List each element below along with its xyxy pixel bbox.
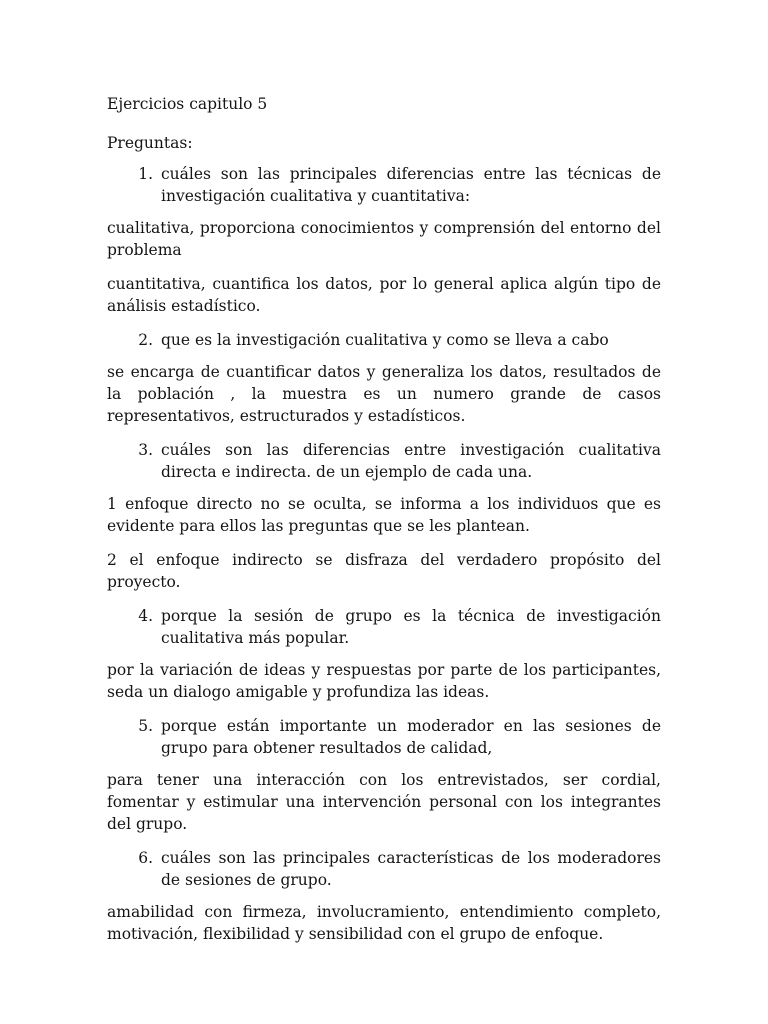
question-text: cuáles son las principales características de los moderadores de sesiones de grupo. bbox=[161, 849, 661, 889]
question-2 bbox=[107, 329, 661, 351]
question-number: 2. bbox=[138, 331, 153, 349]
question-number: 5. bbox=[138, 717, 153, 735]
question-3 bbox=[107, 439, 661, 483]
document-subtitle: Preguntas: bbox=[107, 134, 193, 152]
answer-paragraph: cualitativa, proporciona conocimientos y comprensión del entorno del problema bbox=[107, 219, 661, 259]
question-5 bbox=[107, 715, 661, 759]
answer-paragraph: para tener una interacción con los entrevistados, ser cordial, fomentar y estimular una intervención personal con los integrantes del grupo. bbox=[107, 771, 661, 833]
question-6 bbox=[107, 847, 661, 891]
answer-paragraph: se encarga de cuantificar datos y generaliza los datos, resultados de la población , la muestra es un numero grande de casos representativos, estructurados y estadísticos. bbox=[107, 363, 661, 425]
question-1 bbox=[107, 163, 661, 207]
question-number: 3. bbox=[138, 441, 153, 459]
answer-paragraph: amabilidad con firmeza, involucramiento, entendimiento completo, motivación, flexibilidad y sensibilidad con el grupo de enfoque. bbox=[107, 903, 661, 943]
answer-paragraph: 1 enfoque directo no se oculta, se informa a los individuos que es evidente para ellos las preguntas que se les plantean. bbox=[107, 495, 661, 535]
document-title: Ejercicios capitulo 5 bbox=[107, 95, 268, 113]
answer-paragraph: 2 el enfoque indirecto se disfraza del verdadero propósito del proyecto. bbox=[107, 551, 661, 591]
question-text: cuáles son las principales diferencias entre las técnicas de investigación cualitativa y cuantitativa: bbox=[161, 165, 661, 205]
answer-paragraph: cuantitativa, cuantifica los datos, por lo general aplica algún tipo de análisis estadístico. bbox=[107, 275, 661, 315]
question-number: 4. bbox=[138, 607, 153, 625]
question-text: cuáles son las diferencias entre investigación cualitativa directa e indirecta. de un ejemplo de cada una. bbox=[161, 441, 661, 481]
document-body bbox=[107, 93, 661, 957]
answer-paragraph: por la variación de ideas y respuestas por parte de los participantes, seda un dialogo amigable y profundiza las ideas. bbox=[107, 661, 661, 701]
question-number: 1. bbox=[138, 165, 153, 183]
question-text: porque la sesión de grupo es la técnica de investigación cualitativa más popular. bbox=[161, 607, 661, 647]
question-text: porque están importante un moderador en las sesiones de grupo para obtener resultados de calidad, bbox=[161, 717, 661, 757]
question-4 bbox=[107, 605, 661, 649]
question-text: que es la investigación cualitativa y como se lleva a cabo bbox=[161, 331, 609, 349]
question-number: 6. bbox=[138, 849, 153, 867]
